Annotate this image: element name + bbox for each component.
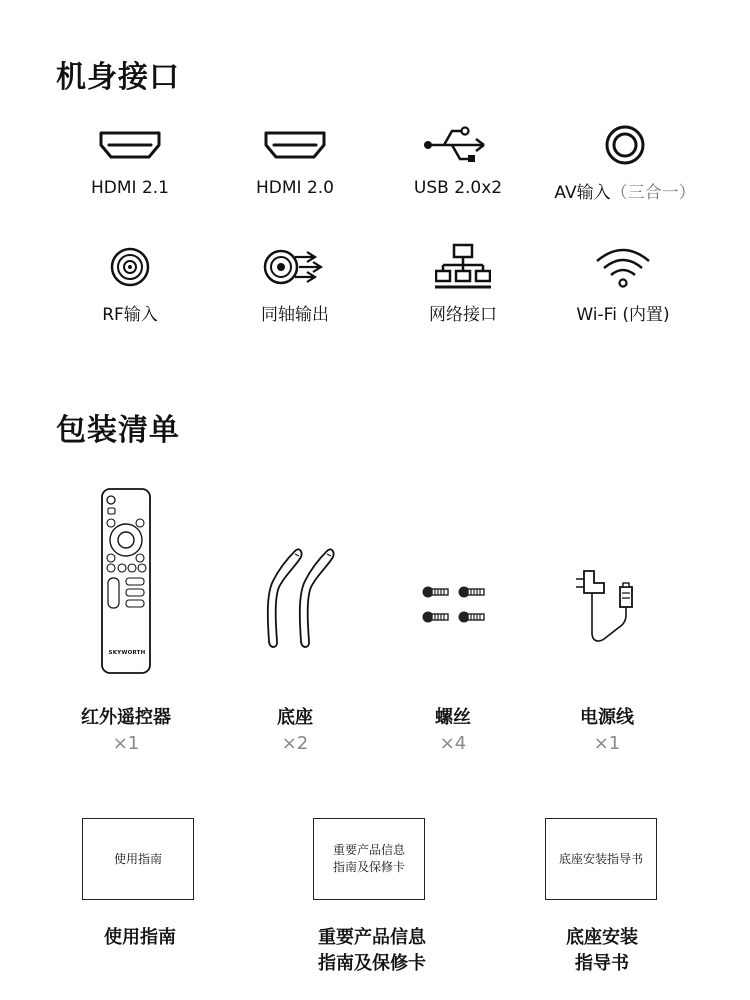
section-title-ports: 机身接口 [56, 60, 180, 95]
remote-brand: SKYWORTH [108, 650, 146, 656]
port-label: 同轴输出 [261, 305, 329, 325]
booklet-cover-text: 重要产品信息 指南及保修卡 [332, 843, 405, 874]
av-port-icon [545, 118, 705, 172]
booklet-product-info [313, 818, 425, 900]
coaxial-output-icon [215, 240, 375, 294]
hdmi-port-icon [215, 118, 375, 172]
item-quantity: ×1 [593, 733, 621, 754]
item-quantity: ×2 [281, 733, 309, 754]
wifi-icon [543, 240, 703, 294]
item-name: 红外遥控器 [81, 707, 171, 728]
port-label: Wi-Fi (内置) [576, 305, 670, 325]
item-name: 电源线 [580, 707, 634, 728]
rf-port-icon [50, 240, 210, 294]
hdmi-port-icon [50, 118, 210, 172]
port-label: HDMI 2.0 [256, 178, 334, 198]
screws-icon [422, 582, 492, 628]
item-name: 螺丝 [435, 707, 471, 728]
package-item-remote [41, 703, 211, 754]
port-coaxial [215, 240, 375, 325]
package-item-power-cord [522, 703, 692, 754]
port-usb [378, 118, 538, 198]
port-hdmi-2-1 [50, 118, 210, 198]
booklet-cover-text: 使用指南 [113, 851, 162, 866]
package-item-screws [368, 703, 538, 754]
port-label: 网络接口 [429, 305, 497, 325]
booklet-user-guide [82, 818, 194, 900]
port-rf [50, 240, 210, 325]
stand-icon [255, 545, 345, 655]
port-av [545, 118, 705, 203]
booklet-stand-install [545, 818, 657, 900]
port-label: AV输入（三合一） [554, 183, 696, 203]
usb-icon [378, 118, 538, 172]
port-wifi [543, 240, 703, 325]
document-label-stand-install: 底座安装 指导书 [566, 927, 638, 974]
document-label-product-info: 重要产品信息 指南及保修卡 [318, 927, 426, 974]
port-label: HDMI 2.1 [91, 178, 169, 198]
power-cord-icon [570, 565, 640, 650]
item-name: 底座 [277, 707, 313, 728]
remote-control-icon [100, 488, 154, 678]
booklet-cover-text: 底座安装指导书 [558, 851, 643, 866]
port-label: USB 2.0x2 [413, 178, 503, 198]
item-quantity: ×4 [439, 733, 467, 754]
network-icon [383, 240, 543, 294]
port-label: RF输入 [102, 305, 158, 325]
section-title-package: 包装清单 [56, 413, 180, 448]
port-network [383, 240, 543, 325]
document-label-user-guide: 使用指南 [104, 927, 176, 948]
package-item-stand [210, 703, 380, 754]
port-hdmi-2-0 [215, 118, 375, 198]
item-quantity: ×1 [112, 733, 140, 754]
